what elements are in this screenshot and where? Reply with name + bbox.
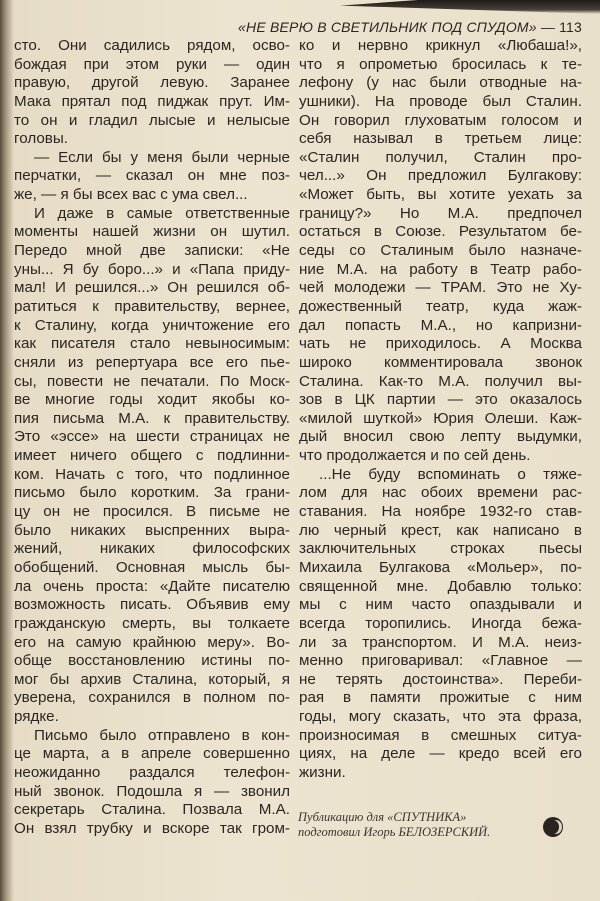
page-number: 113 [559,19,582,35]
text-line: не терять достоинства». Переби- [299,670,582,688]
text-line: чел...» Он предложил Булгакову: [299,167,582,185]
text-line: Сталина. Как-то М.А. получил вы- [299,372,582,390]
text-line: было никаких выспренних выра- [14,521,290,539]
text-line: лом для нас обоих времени рас- [299,484,582,502]
text-line: чей молодежи — ТРАМ. Это не Ху- [299,279,582,297]
credit-line-2: подготовил Игорь БЕЛОЗЕРСКИЙ. [298,825,491,839]
text-line: Михаила Булгакова «Мольер», по- [299,558,582,576]
text-line: перчатки, — сказал он мне поз- [14,167,290,185]
credit-line-1: Публикацию для «СПУТНИКА» [298,810,467,824]
text-line: произносимая в смешных ситуа- [299,726,582,744]
publication-credit [298,810,490,840]
text-line: дый вносил свою лепту выдумки, [299,428,582,446]
text-line: ушники). На проводе был Сталин. [299,92,582,110]
text-line: себя называл в третьем лице: [299,130,582,148]
text-line: бождая при этом руки — один [14,55,290,73]
text-line: уверена, сохранился в полном по- [14,689,290,707]
crescent-moon-icon [543,817,563,837]
text-line: ...Не буду вспоминать о тяже- [319,465,582,483]
text-line: чать не приходилось. А Москва [299,335,582,353]
text-line: правую, другой левую. Заранее [14,74,290,92]
text-line: широко комментировала звонок [299,353,582,371]
text-line: мы с ним часто опаздывали и [299,596,582,614]
text-line: ратиться к правительству, вернее, [14,297,290,315]
text-line: моменты нашей жизни он шутил. [14,223,290,241]
running-title: «НЕ ВЕРЮ В СВЕТИЛЬНИК ПОД СПУДОМ» — [238,19,556,35]
text-line: сняли из репертуара все его пье- [14,353,290,371]
text-line: заключительных строках пьесы [299,540,582,558]
text-column-left [14,37,290,839]
text-line: уны... Я бу боро...» и «Папа приду- [14,260,290,278]
text-line: — Если бы у меня были черные [34,148,290,166]
text-line: жений, никаких философских [14,540,290,558]
page-shadow [340,0,600,14]
text-line: неожиданно раздался телефон- [14,763,290,781]
text-line: к Сталину, когда уничтожение его [14,316,290,334]
text-line: ком. Начать с того, что подлинное [14,465,290,483]
text-line: мал! И решился...» Он решился об- [14,279,290,297]
text-line: ко и нервно крикнул «Любаша!», [299,37,582,54]
text-line: дал попасть М.А., но капризни- [299,316,582,334]
text-line: обобщений. Основная мысль бы- [14,558,290,576]
text-line: же, — я бы всех вас с ума свел... [14,186,248,204]
text-line: седы со Сталиным было назначе- [299,242,582,260]
text-line: обще восстановлению истины по- [14,652,290,670]
text-line: сы, повести не печатали. По Моск- [14,372,290,390]
text-line: что я опрометью бросилась к те- [299,55,582,73]
text-line: ный звонок. Подошла я — звонил [14,782,290,800]
text-line: его на самую крайнюю меру». Во- [14,633,290,651]
text-line: жизни. [299,763,346,781]
text-line: це марта, а в апреле совершенно [14,745,290,763]
text-line: менно приговаривал: «Главное — [299,652,582,670]
running-header [238,19,582,35]
text-line: письмо было коротким. За грани- [14,484,290,502]
text-line: рядке. [14,708,59,726]
text-line: И даже в самые ответственные [34,204,290,222]
text-line: рая в памяти прожитые с ним [299,689,582,707]
text-line: границу?» Но М.А. предпочел [299,204,582,222]
text-line: ставания. На ноябре 1932-го став- [299,503,582,521]
text-line: возможность писать. Объявив ему [14,596,290,614]
text-line: циях, на деле — кредо всей его [299,745,582,763]
text-line: «Сталин получил, Сталин про- [299,148,582,166]
text-line: секретарь Сталина. Позвала М.А. [14,801,290,819]
text-line: что продолжается и по сей день. [299,447,531,465]
text-line: остаться в Союзе. Результатом бе- [299,223,582,241]
text-line: ла очень проста: «Дайте писателю [14,577,290,595]
text-line: то он и гладил лысые и нелысые [14,111,290,129]
text-line: священной мне. Добавлю только: [299,577,582,595]
text-line: ве многие годы ходит якобы ко- [14,391,290,409]
text-line: «милой шуткой» Юрия Олеши. Каж- [299,409,582,427]
text-line: ние М.А. на работу в Театр рабо- [299,260,582,278]
text-line: как писателя стало невыносимым: [14,335,290,353]
text-line: зов в ЦК партии — это оказалось [299,391,582,409]
text-line: имеет ничего общего с подлинни- [14,447,290,465]
text-line: всегда торопились. Иногда бежа- [299,614,582,632]
text-line: головы. [14,130,69,148]
text-line: Он говорил глуховатым голосом и [299,111,582,129]
text-line: лю черный крест, как написано в [299,521,582,539]
text-line: дожественный театр, куда жаж- [299,297,582,315]
text-line: Письмо было отправлено в кон- [34,726,290,744]
text-line: цу он не просился. В письме не [14,503,290,521]
text-line: «Может быть, вы хотите уехать за [299,186,582,204]
text-line: Это «эссе» на шести страницах не [14,428,290,446]
text-line: ли за транспортом. И М.А. неиз- [299,633,582,651]
text-line: лефону (у нас были отводные на- [299,74,582,92]
text-line: пия письма М.А. к правительству. [14,409,290,427]
text-line: годы, могу сказать, что эта фраза, [299,708,582,726]
text-line: Он взял трубку и вскоре так гром- [14,819,290,837]
text-line: мог бы архив Сталина, который, я [14,670,290,688]
text-line: сто. Они садились рядом, осво- [14,37,290,54]
text-line: Передо мной две записки: «Не [14,242,290,260]
text-column-right [299,37,582,783]
text-line: Мака прятал под пиджак прут. Им- [14,92,290,110]
text-line: гражданскую смерть, вы толкаете [14,614,290,632]
